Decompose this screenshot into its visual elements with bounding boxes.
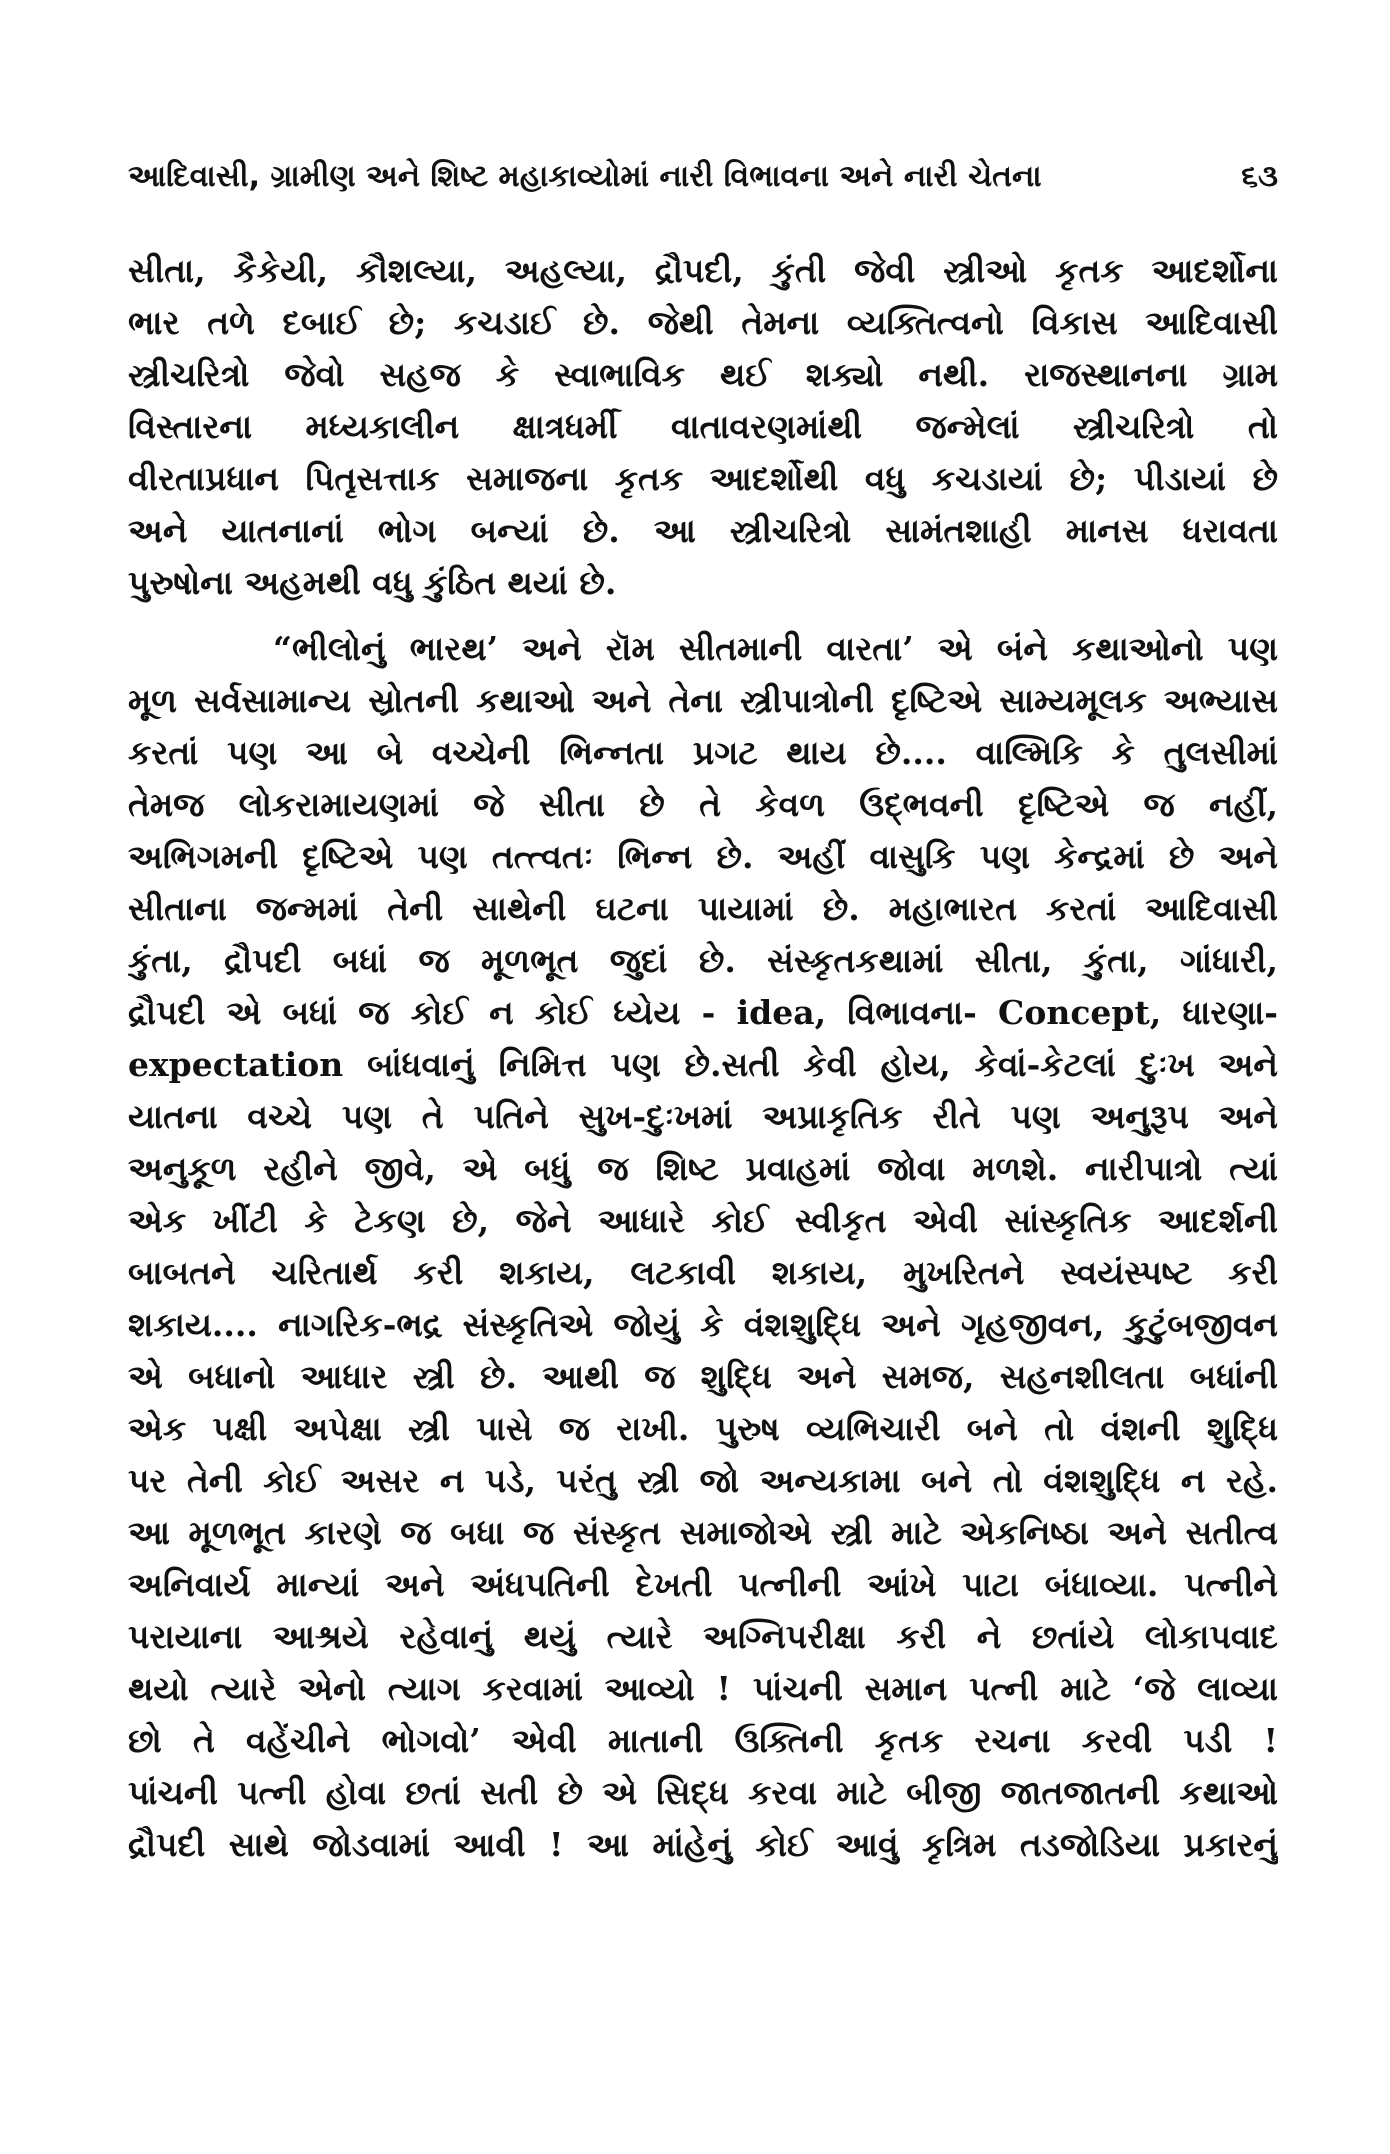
- running-title: આદિવાસી, ગ્રામીણ અને શિષ્ટ મહાકાવ્યોમાં નારી વિભાવના અને નારી ચેતના: [128, 159, 1042, 194]
- body-text: [128, 245, 1278, 1871]
- text-line: એક ખીંટી કે ટેકણ છે, જેને આધારે કોઈ સ્વીકૃત એવી સાંસ્કૃતિક આદર્શની: [128, 1201, 1278, 1240]
- text-line: સીતા, કૈકેયી, કૌશલ્યા, અહલ્યા, દ્રૌપદી, કુંતી જેવી સ્ત્રીઓ કૃતક આદર્શોના: [128, 251, 1278, 290]
- text-line: પુરુષોના અહમથી વધુ કુંઠિત થયાં છે.: [128, 563, 617, 602]
- text-line: અને યાતનાનાં ભોગ બન્યાં છે. આ સ્ત્રીચરિત્રો સામંતશાહી માનસ ધરાવતા: [128, 511, 1278, 550]
- text-line: એક પક્ષી અપેક્ષા સ્ત્રી પાસે જ રાખી. પુરુષ વ્યભિચારી બને તો વંશની શુદ્ધિ: [128, 1409, 1278, 1448]
- paragraph-2: [128, 623, 1278, 1871]
- text-line: અભિગમની દૃષ્ટિએ પણ તત્ત્વતઃ ભિન્ન છે. અહીં વાસુકિ પણ કેન્દ્રમાં છે અને: [128, 837, 1278, 876]
- text-line: કુંતા, દ્રૌપદી બધાં જ મૂળભૂત જુદાં છે. સંસ્કૃતકથામાં સીતા, કુંતા, ગાંધારી,: [128, 941, 1278, 980]
- text-line: ભાર તળે દબાઈ છે; કચડાઈ છે. જેથી તેમના વ્યક્તિત્વનો વિકાસ આદિવાસી: [128, 303, 1278, 342]
- text-line: પરાયાના આશ્રયે રહેવાનું થયું ત્યારે અગ્નિપરીક્ષા કરી ને છતાંયે લોકાપવાદ: [128, 1617, 1278, 1656]
- text-line: બાબતને ચરિતાર્થ કરી શકાય, લટકાવી શકાય, મુખરિતને સ્વયંસ્પષ્ટ કરી: [128, 1253, 1278, 1292]
- text-line: તેમજ લોકરામાયણમાં જે સીતા છે તે કેવળ ઉદ્‌ભવની દૃષ્ટિએ જ નહીં,: [128, 785, 1278, 824]
- text-line: વિસ્તારના મધ્યકાલીન ક્ષાત્રધર્મી વાતાવરણમાંથી જન્મેલાં સ્ત્રીચરિત્રો તો: [128, 407, 1278, 446]
- text-line: યાતના વચ્ચે પણ તે પતિને સુખ-દુઃખમાં અપ્રાકૃતિક રીતે પણ અનુરૂપ અને: [128, 1097, 1278, 1136]
- text-line: અનિવાર્ય માન્યાં અને અંધપતિની દેખતી પત્નીની આંખે પાટા બંધાવ્યા. પત્નીને: [128, 1565, 1278, 1604]
- text-line: expectation બાંધવાનું નિમિત્ત પણ છે.સતી કેવી હોય, કેવાં-કેટલાં દુઃખ અને: [128, 1045, 1278, 1084]
- text-line: વીરતાપ્રધાન પિતૃસત્તાક સમાજના કૃતક આદર્શોથી વધુ કચડાયાં છે; પીડાયાં છે: [128, 459, 1278, 498]
- text-line: અનુકૂળ રહીને જીવે, એ બધું જ શિષ્ટ પ્રવાહમાં જોવા મળશે. નારીપાત્રો ત્યાં: [128, 1149, 1278, 1188]
- text-line: એ બધાનો આધાર સ્ત્રી છે. આથી જ શુદ્ધિ અને સમજ, સહનશીલતા બધાંની: [128, 1357, 1278, 1396]
- text-line: “ભીલોનું ભારથ’ અને રૉમ સીતમાની વારતા’ એ બંને કથાઓનો પણ: [273, 629, 1278, 668]
- text-line: દ્રૌપદી એ બધાં જ કોઈ ન કોઈ ધ્યેય - idea, વિભાવના- Concept, ધારણા-: [128, 993, 1278, 1032]
- text-line: શકાય.... નાગરિક-ભદ્ર સંસ્કૃતિએ જોયું કે વંશશુદ્ધિ અને ગૃહજીવન, કુટુંબજીવન: [128, 1305, 1278, 1344]
- text-line: દ્રૌપદી સાથે જોડવામાં આવી ! આ માંહેનું કોઈ આવું કૃત્રિમ તડજોડિયા પ્રકારનું: [128, 1825, 1278, 1864]
- running-header: [128, 152, 1278, 202]
- text-line: સીતાના જન્મમાં તેની સાથેની ઘટના પાયામાં છે. મહાભારત કરતાં આદિવાસી: [128, 889, 1278, 928]
- text-line: કરતાં પણ આ બે વચ્ચેની ભિન્નતા પ્રગટ થાય છે.... વાલ્મિકિ કે તુલસીમાં: [128, 733, 1278, 772]
- text-line: પર તેની કોઈ અસર ન પડે, પરંતુ સ્ત્રી જો અન્યકામા બને તો વંશશુદ્ધિ ન રહે.: [128, 1461, 1278, 1500]
- text-line: આ મૂળભૂત કારણે જ બધા જ સંસ્કૃત સમાજોએ સ્ત્રી માટે એકનિષ્ઠા અને સતીત્વ: [128, 1513, 1278, 1552]
- page-number: ૬૩: [1241, 159, 1278, 194]
- text-line: થયો ત્યારે એનો ત્યાગ કરવામાં આવ્યો ! પાંચની સમાન પત્ની માટે ‘જે લાવ્યા: [128, 1669, 1278, 1708]
- text-line: છો તે વહેંચીને ભોગવો’ એવી માતાની ઉક્તિની કૃતક રચના કરવી પડી !: [128, 1721, 1278, 1760]
- text-line: સ્ત્રીચરિત્રો જેવો સહજ કે સ્વાભાવિક થઈ શક્યો નથી. રાજસ્થાનના ગ્રામ: [128, 355, 1278, 394]
- paragraph-1: [128, 245, 1278, 609]
- text-line: પાંચની પત્ની હોવા છતાં સતી છે એ સિદ્ધ કરવા માટે બીજી જાતજાતની કથાઓ: [128, 1773, 1278, 1812]
- text-line: મૂળ સર્વસામાન્ય સ્રોતની કથાઓ અને તેના સ્ત્રીપાત્રોની દૃષ્ટિએ સામ્યમૂલક અભ્યાસ: [128, 681, 1278, 720]
